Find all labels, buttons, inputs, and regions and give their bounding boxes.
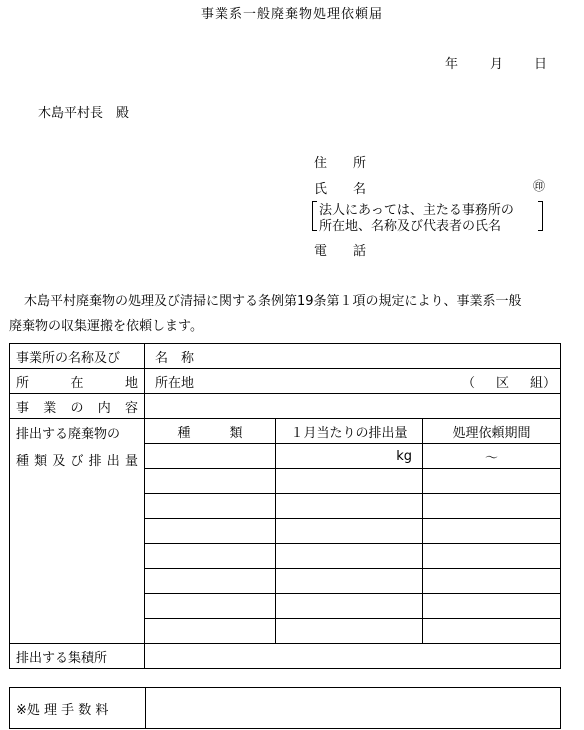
waste-type-cell[interactable] [145, 494, 276, 519]
amount-cell[interactable] [276, 519, 423, 544]
unit-kg: kg [396, 448, 412, 464]
amount-cell[interactable] [276, 619, 423, 644]
fee-label: ※処 理 手 数 料 [10, 688, 146, 729]
period-cell[interactable] [423, 444, 561, 469]
addressee: 木島平村長 殿 [38, 106, 130, 121]
body-text-line-1: 木島平村廃棄物の処理及び清掃に関する条例第19条第１項の規定により、事業系一般 [24, 294, 522, 309]
date-month: 月 [490, 57, 504, 72]
note-line-2: 所在地、名称及び代表者の氏名 [319, 219, 502, 234]
period-tilde: 〜 [484, 450, 498, 466]
body-text-line-2: 廃棄物の収集運搬を依頼します。 [9, 319, 203, 334]
collection-point-label: 排出する集積所 [10, 644, 145, 669]
amount-cell[interactable] [276, 569, 423, 594]
amount-cell[interactable] [276, 469, 423, 494]
address-label: 住 所 [314, 156, 367, 171]
period-cell[interactable] [423, 494, 561, 519]
date-day: 日 [534, 57, 548, 72]
waste-type-label: 排出する廃棄物の 種 類 及 び 排 出 量 [10, 419, 145, 644]
location-field-label: 所在地 [155, 375, 195, 391]
col-header-period: 処理依頼期間 [423, 419, 561, 444]
phone-label: 電 話 [314, 244, 367, 259]
col-header-type: 種 類 [145, 419, 276, 444]
period-cell[interactable] [423, 569, 561, 594]
col-header-amount: １月当たりの排出量 [276, 419, 423, 444]
period-cell[interactable] [423, 594, 561, 619]
location-label: 所 在 地 [10, 369, 145, 394]
name-field-label: 名 称 [155, 350, 195, 366]
fee-table [9, 687, 561, 729]
amount-cell[interactable] [276, 594, 423, 619]
business-name-label: 事業所の名称及び [10, 344, 145, 369]
amount-cell[interactable] [276, 444, 423, 469]
waste-type-cell[interactable] [145, 544, 276, 569]
fee-cell[interactable] [146, 688, 561, 729]
business-content-cell[interactable] [145, 394, 561, 419]
collection-point-cell[interactable] [145, 644, 561, 669]
amount-cell[interactable] [276, 544, 423, 569]
form-title: 事業系一般廃棄物処理依頼届 [200, 7, 383, 22]
date-year: 年 [445, 57, 459, 72]
note-line-1: 法人にあっては、主たる事務所の [319, 203, 514, 218]
amount-cell[interactable] [276, 494, 423, 519]
period-cell[interactable] [423, 519, 561, 544]
waste-type-cell[interactable] [145, 619, 276, 644]
name-label: 氏 名 [314, 182, 367, 197]
waste-type-cell[interactable] [145, 594, 276, 619]
period-cell[interactable] [423, 619, 561, 644]
district-label: （ 区 組） [462, 375, 556, 391]
waste-type-cell[interactable] [145, 444, 276, 469]
location-cell[interactable] [145, 369, 561, 394]
period-cell[interactable] [423, 544, 561, 569]
waste-type-cell[interactable] [145, 569, 276, 594]
note-bracket-right [538, 201, 543, 231]
waste-type-cell[interactable] [145, 519, 276, 544]
business-name-cell[interactable] [145, 344, 561, 369]
note-bracket-left [312, 201, 317, 231]
request-table [9, 343, 561, 669]
business-content-label: 事 業 の 内 容 [10, 394, 145, 419]
seal-mark: ㊞ [533, 179, 546, 193]
waste-type-cell[interactable] [145, 469, 276, 494]
period-cell[interactable] [423, 469, 561, 494]
